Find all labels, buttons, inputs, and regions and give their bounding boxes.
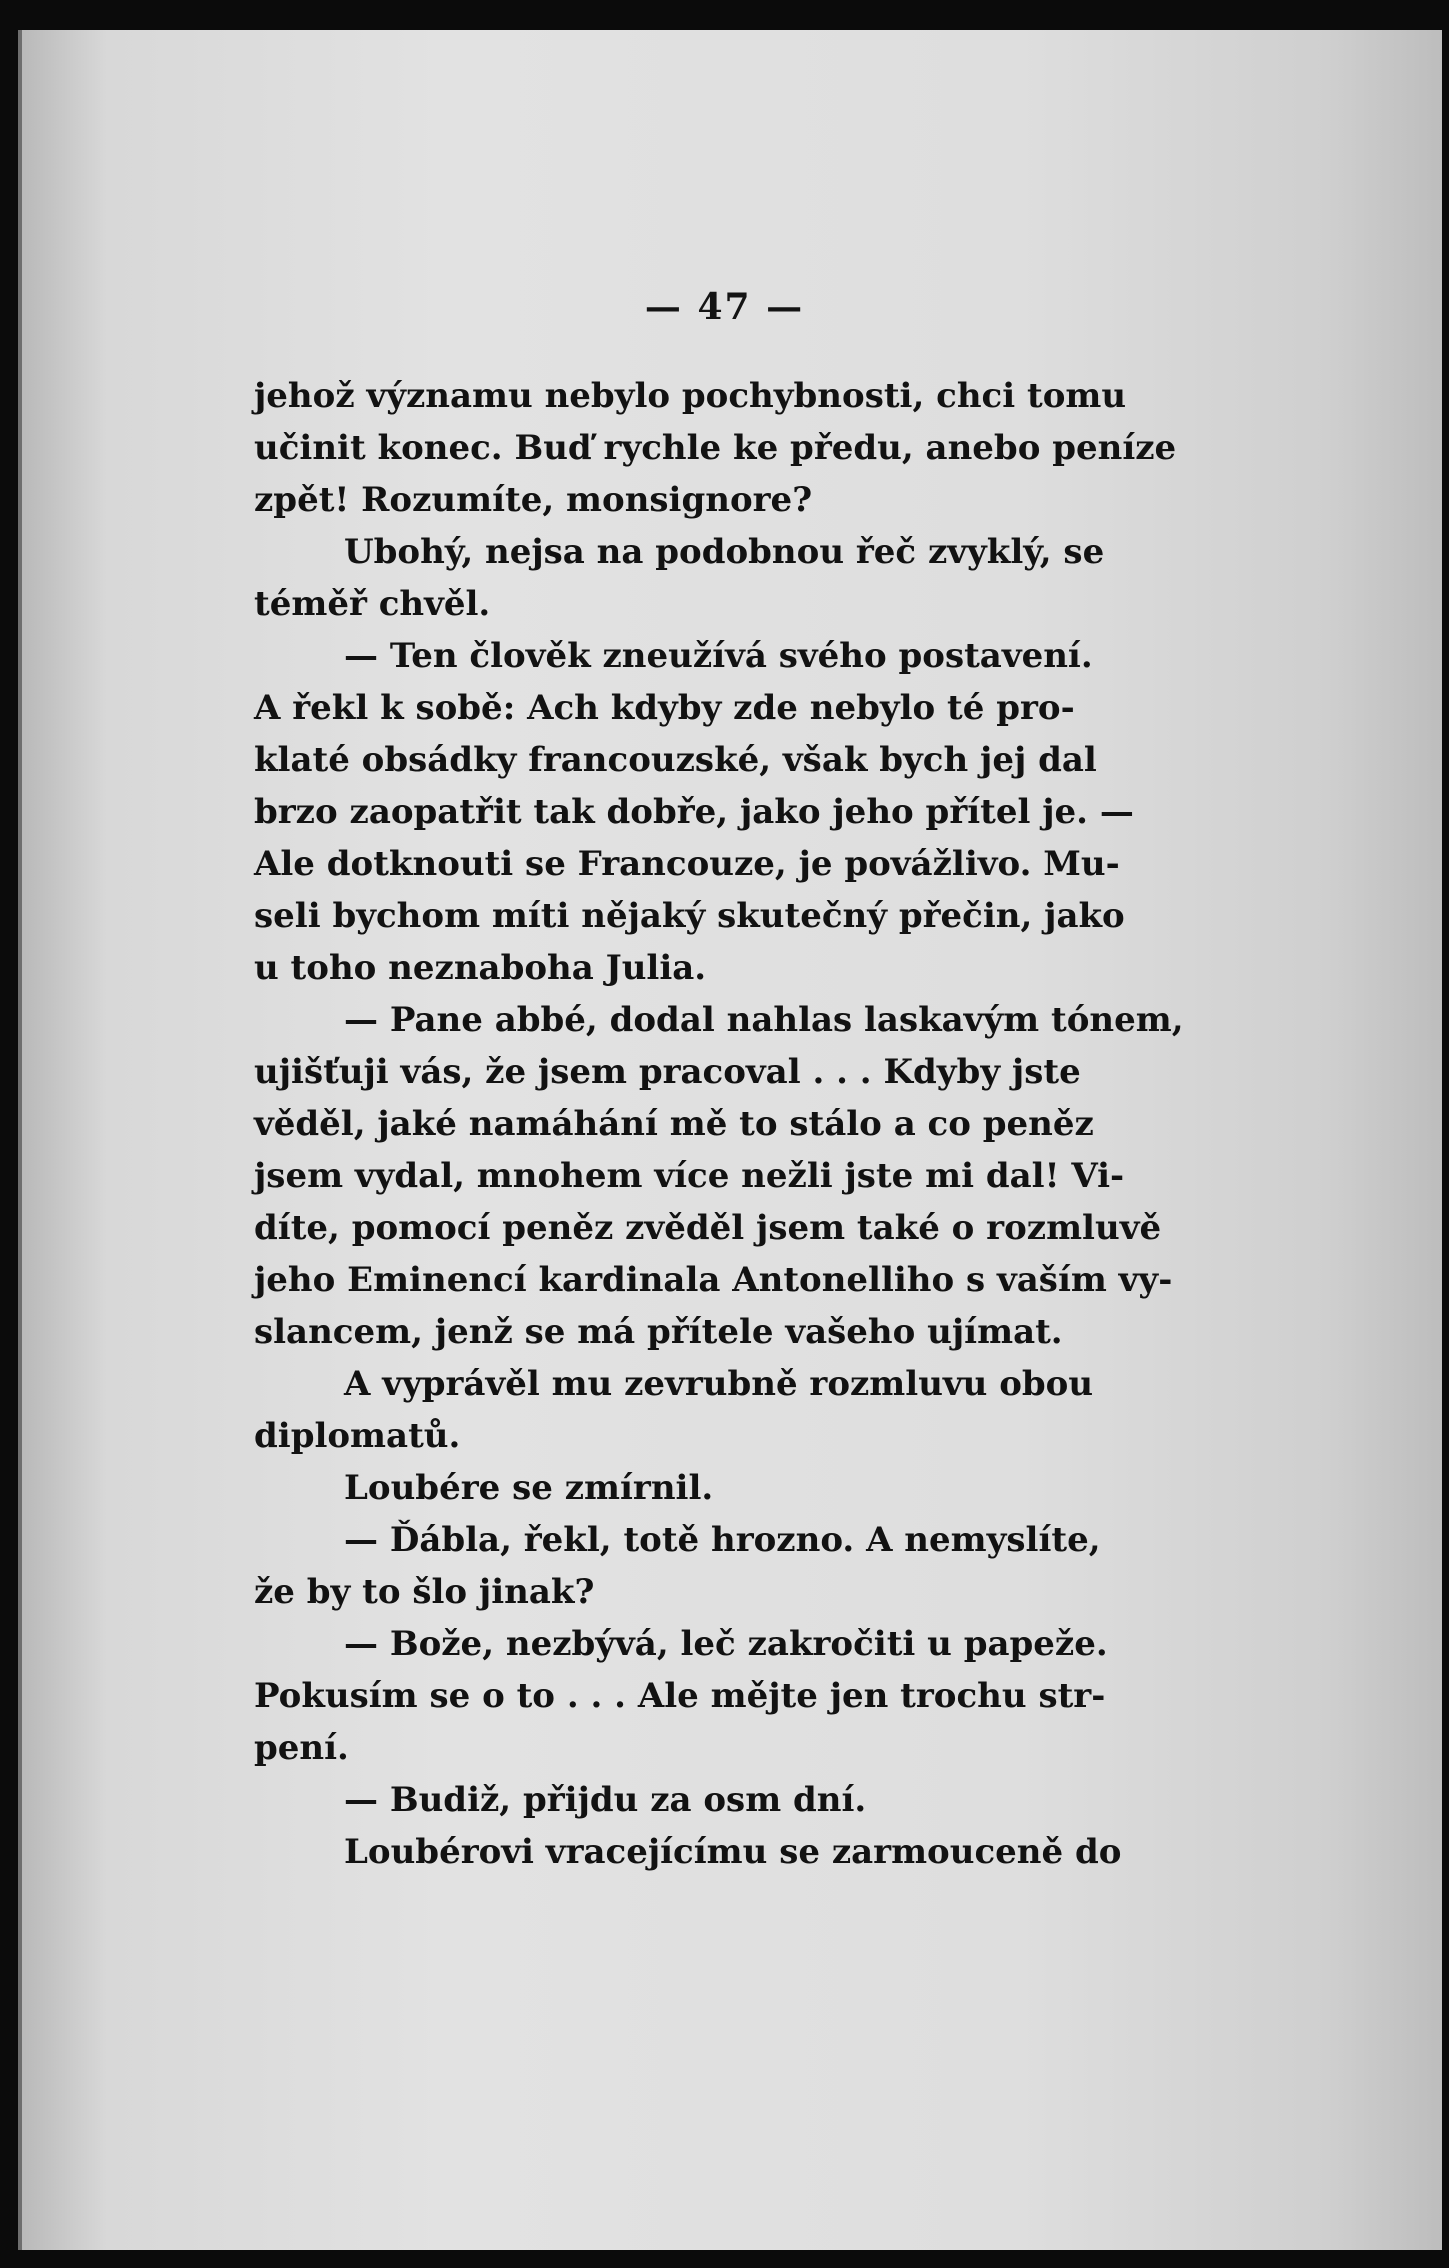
page-number: — 47 — bbox=[644, 286, 805, 328]
text-line: zpět! Rozumíte, monsignore? bbox=[254, 480, 813, 520]
text-line: učinit konec. Buď rychle ke předu, anebo peníze bbox=[254, 428, 1177, 468]
body-text bbox=[254, 370, 1222, 1878]
text-line: A vyprávěl mu zevrubně rozmluvu obou bbox=[344, 1364, 1094, 1404]
text-line: seli bychom míti nějaký skutečný přečin, jako bbox=[254, 896, 1125, 936]
text-line: jeho Eminencí kardinala Antonelliho s vaším vy- bbox=[254, 1260, 1173, 1300]
text-line: Loubérovi vracejícímu se zarmouceně do bbox=[344, 1832, 1122, 1872]
text-line: brzo zaopatřit tak dobře, jako jeho přítel je. — bbox=[254, 792, 1134, 832]
text-line: Loubére se zmírnil. bbox=[344, 1468, 714, 1508]
text-line: — Ďábla, řekl, totě hrozno. A nemyslíte, bbox=[344, 1520, 1101, 1560]
text-line: — Bože, nezbývá, leč zakročiti u papeže. bbox=[344, 1624, 1108, 1664]
text-line: klaté obsádky francouzské, však bych jej dal bbox=[254, 740, 1097, 780]
text-line: že by to šlo jinak? bbox=[254, 1572, 595, 1612]
text-line: diplomatů. bbox=[254, 1416, 461, 1456]
text-line: pení. bbox=[254, 1728, 349, 1768]
text-line: slancem, jenž se má přítele vašeho ujímat. bbox=[254, 1312, 1063, 1352]
text-line: díte, pomocí peněz zvěděl jsem také o rozmluvě bbox=[254, 1208, 1162, 1248]
text-line: u toho neznaboha Julia. bbox=[254, 948, 707, 988]
text-line: — Budiž, přijdu za osm dní. bbox=[344, 1780, 867, 1820]
text-line: Ubohý, nejsa na podobnou řeč zvyklý, se bbox=[344, 532, 1105, 572]
text-line: téměř chvěl. bbox=[254, 584, 491, 624]
text-line: věděl, jaké namáhání mě to stálo a co peněz bbox=[254, 1104, 1094, 1144]
text-line: jehož významu nebylo pochybnosti, chci tomu bbox=[254, 376, 1127, 416]
text-line: — Ten člověk zneužívá svého postavení. bbox=[344, 636, 1093, 676]
text-line: — Pane abbé, dodal nahlas laskavým tónem, bbox=[344, 1000, 1184, 1040]
text-line: A řekl k sobě: Ach kdyby zde nebylo té pro- bbox=[254, 688, 1075, 728]
text-line: jsem vydal, mnohem více nežli jste mi dal! Vi- bbox=[254, 1156, 1125, 1196]
text-line: ujišťuji vás, že jsem pracoval . . . Kdyby jste bbox=[254, 1052, 1081, 1092]
text-line: Pokusím se o to . . . Ale mějte jen trochu str- bbox=[254, 1676, 1106, 1716]
text-line: Ale dotknouti se Francouze, je povážlivo. Mu- bbox=[254, 844, 1120, 884]
